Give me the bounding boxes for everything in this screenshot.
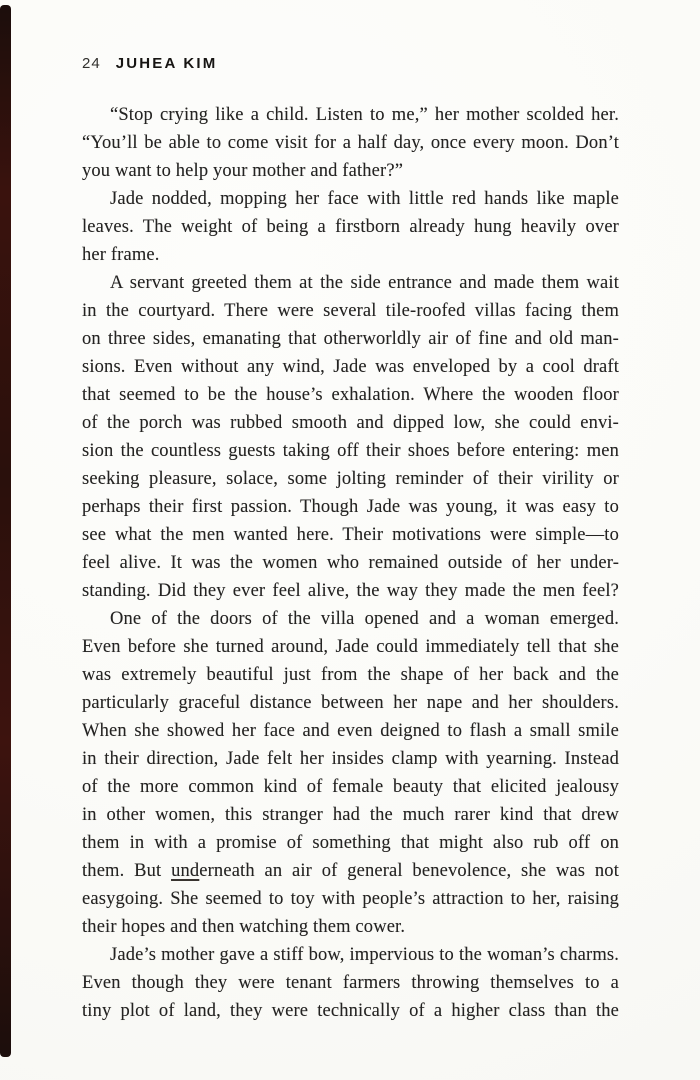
paragraph (82, 941, 619, 1025)
text-line: seeking pleasure, solace, some jolting reminder of their virility or (82, 469, 619, 489)
text-line: leaves. The weight of being a firstborn already hung heavily over (82, 217, 619, 237)
text-line: easygoing. She seemed to toy with people’s attraction to her, raising (82, 889, 619, 909)
text-line: Jade nodded, mopping her face with little red hands like maple (110, 189, 619, 209)
text-line: sions. Even without any wind, Jade was enveloped by a cool draft (82, 357, 619, 377)
text-line: “You’ll be able to come visit for a half day, once every moon. Don’t (82, 133, 619, 153)
text-line: them in with a promise of something that might also rub off on (82, 833, 619, 853)
text-line: A servant greeted them at the side entrance and made them wait (110, 273, 619, 293)
text-line: perhaps their first passion. Though Jade was young, it was easy to (82, 497, 619, 517)
text-line: on three sides, emanating that otherworldly air of fine and old man- (82, 329, 619, 349)
text-line: their hopes and then watching them cower. (82, 917, 406, 937)
scan-gutter-bar (0, 5, 11, 1057)
text-line: in other women, this stranger had the much rarer kind that drew (82, 805, 619, 825)
text-line: When she showed her face and even deigned to flash a small smile (82, 721, 619, 741)
text-line: was extremely beautiful just from the shape of her back and the (82, 665, 619, 685)
text-line: particularly graceful distance between her nape and her shoulders. (82, 693, 619, 713)
text-line: her frame. (82, 245, 160, 265)
text-line: feel alive. It was the women who remained outside of her under- (82, 553, 619, 573)
text-line: “Stop crying like a child. Listen to me,” her mother scolded her. (110, 105, 619, 125)
body-text (82, 101, 619, 1025)
paragraph (82, 605, 619, 941)
text-line: tiny plot of land, they were technically of a higher class than the (82, 1001, 619, 1021)
text-line: One of the doors of the villa opened and a woman emerged. (110, 609, 619, 629)
text-line: see what the men wanted here. Their motivations were simple—to (82, 525, 619, 545)
text-line: Even before she turned around, Jade could immediately tell that she (82, 637, 619, 657)
text-line: in their direction, Jade felt her insides clamp with yearning. Instead (82, 749, 619, 769)
text-line: standing. Did they ever feel alive, the way they made the men feel? (82, 581, 619, 601)
text-line: of the porch was rubbed smooth and dipped low, she could envi- (82, 413, 619, 433)
text-line: Even though they were tenant farmers throwing themselves to a (82, 973, 619, 993)
running-header (82, 55, 217, 73)
text-line: in the courtyard. There were several tile-roofed villas facing them (82, 301, 619, 321)
underline-scan-artifact: und (171, 861, 200, 881)
page-number: 24 (82, 55, 101, 72)
text-line: that seemed to be the house’s exhalation. Where the wooden floor (82, 385, 619, 405)
author-running-head: JUHEA KIM (115, 55, 218, 72)
text-line: them. But underneath an air of general benevolence, she was not (82, 861, 619, 881)
text-line: Jade’s mother gave a stiff bow, impervious to the woman’s charms. (110, 945, 619, 965)
paragraph (82, 101, 619, 185)
paragraph (82, 185, 619, 269)
text-line: of the more common kind of female beauty that elicited jealousy (82, 777, 619, 797)
text-line: you want to help your mother and father?” (82, 161, 404, 181)
paragraph (82, 269, 619, 605)
text-line: sion the countless guests taking off their shoes before entering: men (82, 441, 619, 461)
